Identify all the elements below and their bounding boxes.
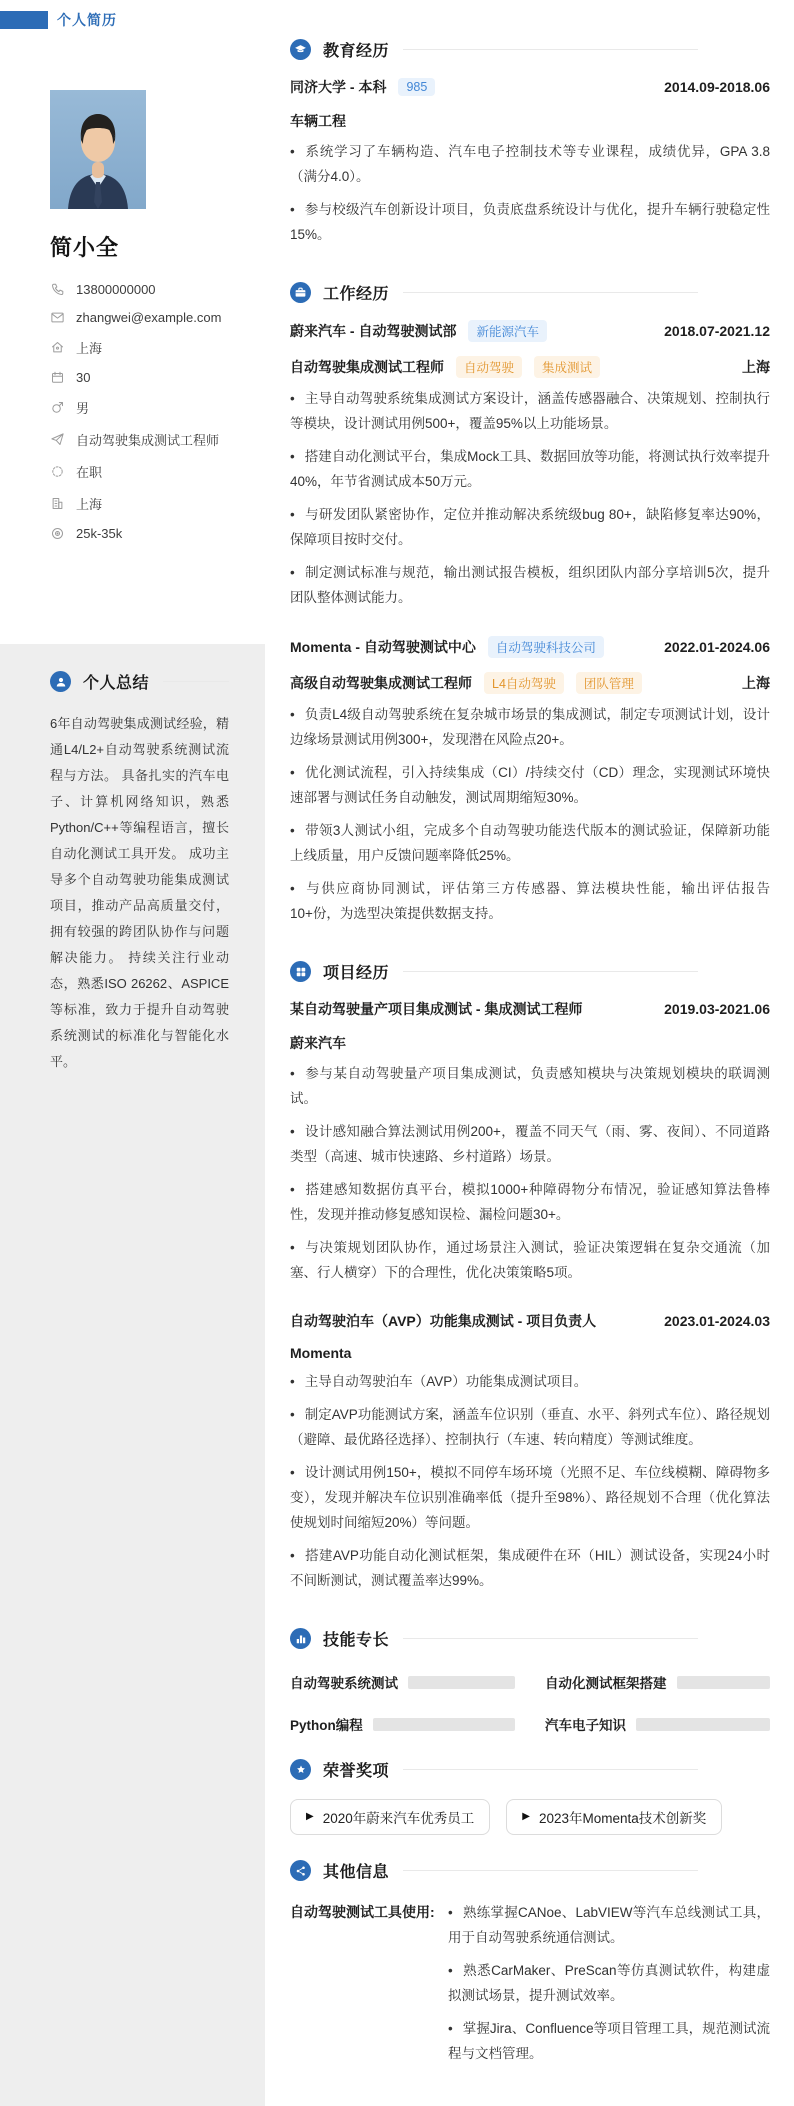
contact-position (50, 430, 231, 449)
other-divider (403, 1870, 698, 1871)
skills-grid (290, 1672, 770, 1734)
school-tag-985: 985 (398, 78, 435, 96)
contact-email-value: zhangwei@example.com (76, 310, 222, 325)
other-info-row (290, 1900, 770, 2066)
home-icon (50, 340, 65, 355)
bullet-dot: • (448, 1963, 453, 1978)
bullet-text: 与研发团队紧密协作，定位并推动解决系统级bug 80+，缺陷修复率达90%，保障项目按时交付。 (290, 507, 770, 547)
role-name: 高级自动驾驶集成测试工程师 (290, 675, 472, 691)
bullet-dot: • (290, 1465, 295, 1480)
bullet-item (448, 2016, 770, 2066)
city-building-icon (50, 496, 65, 511)
skill-label: 自动化测试框架搭建 (545, 1676, 667, 1691)
work-bullets (290, 702, 770, 926)
contact-list (50, 282, 231, 541)
project-entry-row2 (290, 1345, 770, 1361)
bullet-dot: • (290, 707, 295, 722)
work-entry-row1 (290, 320, 770, 342)
project-name: 自动驾驶泊车（AVP）功能集成测试 - 项目负责人 (290, 1313, 597, 1329)
contact-status-value: 在职 (76, 465, 103, 480)
bullet-text: 与决策规划团队协作，通过场景注入测试，验证决策逻辑在复杂交通流（加塞、行人横穿）下的合理性，优化决策策略5项。 (290, 1240, 770, 1280)
bullet-item (290, 876, 770, 926)
bullet-dot: • (290, 449, 295, 464)
bullet-text: 熟悉CarMaker、PreScan等仿真测试软件，构建虚拟测试场景，提升测试效率。 (448, 1963, 770, 2003)
contact-email (50, 310, 231, 325)
project-bullets (290, 1369, 770, 1593)
bullet-text: 熟练掌握CANoe、LabVIEW等汽车总线测试工具，用于自动驾驶系统通信测试。 (448, 1905, 770, 1945)
left-column (0, 0, 265, 2106)
candidate-name: 简小全 (50, 235, 120, 260)
contact-city (50, 494, 231, 513)
brand-accent-bar (0, 11, 48, 29)
bullet-text: 掌握Jira、Confluence等项目管理工具，规范测试流程与文档管理。 (448, 2021, 770, 2061)
skill-item (545, 1714, 770, 1734)
work-title: 工作经历 (323, 286, 390, 303)
education-header (290, 38, 770, 61)
bullet-item (290, 1543, 770, 1593)
work-date: 2018.07-2021.12 (664, 323, 770, 339)
skills-divider (403, 1638, 698, 1639)
contact-age-value: 30 (76, 370, 91, 385)
contact-age (50, 370, 231, 385)
education-date: 2014.09-2018.06 (664, 79, 770, 95)
section-projects (290, 960, 770, 1593)
project-date: 2019.03-2021.06 (664, 1001, 770, 1017)
project-bullets (290, 1061, 770, 1285)
project-name: 某自动驾驶量产项目集成测试 - 集成测试工程师 (290, 1001, 583, 1017)
other-info-label: 自动驾驶测试工具使用: (290, 1904, 435, 1920)
status-circle-icon (50, 464, 65, 479)
skill-label: 自动驾驶系统测试 (290, 1676, 398, 1691)
bullet-text: 搭建AVP功能自动化测试框架，集成硬件在环（HIL）测试设备，实现24小时不间断测试，测试覆盖率达99%。 (290, 1548, 770, 1588)
page-title: 个人简历 (57, 12, 117, 28)
bullet-dot: • (290, 391, 295, 406)
contact-city-value: 上海 (76, 497, 103, 512)
education-divider (403, 49, 698, 50)
bullet-text: 设计感知融合算法测试用例200+，覆盖不同天气（雨、雾、夜间）、不同道路类型（高速、城市快速路、乡村道路）场景。 (290, 1124, 770, 1164)
project-entry-avp (290, 1311, 770, 1593)
other-title: 其他信息 (323, 1864, 390, 1881)
work-entry-row2 (290, 672, 770, 694)
skills-header (290, 1627, 770, 1650)
honor-label: 2020年蔚来汽车优秀员工 (322, 1811, 475, 1826)
bullet-dot: • (290, 1066, 295, 1081)
skill-bar (677, 1676, 771, 1689)
contact-position-value: 自动驾驶集成测试工程师 (76, 433, 220, 448)
work-entry-row2 (290, 356, 770, 378)
education-title: 教育经历 (323, 43, 390, 60)
briefcase-icon (290, 282, 311, 303)
play-icon: ▶ (306, 1811, 314, 1822)
skill-bar (408, 1676, 515, 1689)
project-entry-massproduction (290, 999, 770, 1285)
section-honors (290, 1758, 770, 1835)
grid-icon (290, 961, 311, 982)
bullet-dot: • (290, 1548, 295, 1563)
bar-chart-icon (290, 1628, 311, 1649)
phone-icon (50, 282, 65, 297)
bullet-item (290, 502, 770, 552)
bullet-dot: • (290, 1374, 295, 1389)
email-icon (50, 310, 65, 325)
bullet-text: 搭建感知数据仿真平台，模拟1000+种障碍物分布情况，验证感知算法鲁棒性，发现并推动修复感知误检、漏检问题30+。 (290, 1182, 770, 1222)
bullet-text: 参与某自动驾驶量产项目集成测试，负责感知模块与决策规划模块的联调测试。 (290, 1066, 770, 1106)
bullet-item (290, 444, 770, 494)
section-work (290, 281, 770, 926)
contact-phone-value: 13800000000 (76, 282, 156, 297)
bullet-item (290, 1177, 770, 1227)
skill-bar (373, 1718, 515, 1731)
bullet-text: 与供应商协同测试，评估第三方传感器、算法模块性能，输出评估报告10+份，为选型决策提供数据支持。 (290, 881, 770, 921)
contact-home (50, 338, 231, 357)
major-name: 车辆工程 (290, 113, 346, 129)
bullet-dot: • (290, 202, 295, 217)
bullet-item (290, 1119, 770, 1169)
page-brand (0, 10, 265, 30)
bullet-item (290, 1460, 770, 1535)
honors-divider (403, 1769, 698, 1770)
bullet-text: 优化测试流程，引入持续集成（CI）/持续交付（CD）理念，实现测试环境快速部署与测试任务自动触发，测试周期缩短30%。 (290, 765, 770, 805)
work-entry-nio (290, 320, 770, 610)
project-entry-row2 (290, 1033, 770, 1053)
bullet-dot: • (290, 881, 295, 896)
honor-chips (290, 1799, 770, 1835)
contact-phone (50, 282, 231, 297)
summary-title: 个人总结 (83, 675, 150, 692)
bullet-item (290, 1369, 770, 1394)
bullet-item (290, 139, 770, 189)
person-icon (50, 671, 71, 692)
bullet-dot: • (290, 823, 295, 838)
projects-divider (403, 971, 698, 972)
bullet-item (290, 1235, 770, 1285)
bullet-item (290, 760, 770, 810)
role-tag: L4自动驾驶 (484, 672, 564, 694)
company-tag: 新能源汽车 (468, 320, 547, 342)
bullet-dot: • (448, 1905, 453, 1920)
project-org: 蔚来汽车 (290, 1035, 346, 1051)
work-location: 上海 (742, 359, 770, 375)
honor-chip[interactable] (290, 1799, 490, 1835)
gender-icon (50, 400, 65, 415)
summary-divider (163, 681, 229, 682)
bullet-dot: • (448, 2021, 453, 2036)
bullet-item (290, 197, 770, 247)
bullet-text: 系统学习了车辆构造、汽车电子控制技术等专业课程，成绩优异，GPA 3.8（满分4.0）。 (290, 144, 770, 184)
bullet-item (290, 702, 770, 752)
bullet-text: 主导自动驾驶泊车（AVP）功能集成测试项目。 (304, 1374, 588, 1389)
other-bullets (448, 1900, 770, 2066)
company-name: Momenta - 自动驾驶测试中心 (290, 639, 476, 655)
honor-label: 2023年Momenta技术创新奖 (538, 1811, 707, 1826)
skills-title: 技能专长 (323, 1632, 390, 1649)
skill-bar (636, 1718, 770, 1731)
skill-label: 汽车电子知识 (545, 1718, 626, 1733)
company-name: 蔚来汽车 - 自动驾驶测试部 (290, 323, 457, 339)
section-other (290, 1859, 770, 2066)
education-entry-row2 (290, 111, 770, 131)
profile-photo (50, 90, 146, 209)
work-entry-momenta (290, 636, 770, 926)
summary-text: 6年自动驾驶集成测试经验，精通L4/L2+自动驾驶系统测试流程与方法。 具备扎实的汽车电子、计算机网络知识，熟悉Python/C++等编程语言，擅长自动化测试工具开发。 成功主导多个自动驾驶功能集成测试项目，推动产品高质量交付，拥有较强的跨团队协作与问题解决能力。 持续关注行业动态，熟悉ISO 26262、ASPICE等标准，致力于提升自动驾驶系统测试的标准化与智能化水平。 (50, 716, 229, 1069)
bullet-item (448, 1900, 770, 1950)
bullet-text: 参与校级汽车创新设计项目，负责底盘系统设计与优化，提升车辆行驶稳定性15%。 (290, 202, 770, 242)
bullet-text: 带领3人测试小组，完成多个自动驾驶功能迭代版本的测试验证，保障新功能上线质量，用户反馈问题率降低25%。 (290, 823, 770, 863)
bullet-item (290, 386, 770, 436)
age-calendar-icon (50, 370, 65, 385)
project-org: Momenta (290, 1345, 352, 1361)
projects-title: 项目经历 (323, 965, 390, 982)
contact-gender (50, 398, 231, 417)
honor-chip[interactable] (506, 1799, 722, 1835)
bullet-item (290, 1402, 770, 1452)
work-date: 2022.01-2024.06 (664, 639, 770, 655)
education-entry-row1 (290, 77, 770, 97)
bullet-item (448, 1958, 770, 2008)
company-tag: 自动驾驶科技公司 (488, 636, 604, 658)
education-entry (290, 77, 770, 247)
bullet-item (290, 818, 770, 868)
work-bullets (290, 386, 770, 610)
role-name: 自动驾驶集成测试工程师 (290, 359, 444, 375)
project-date: 2023.01-2024.03 (664, 1313, 770, 1329)
role-tag: 自动驾驶 (456, 356, 522, 378)
bullet-dot: • (290, 1124, 295, 1139)
honors-title: 荣誉奖项 (323, 1763, 390, 1780)
bullet-text: 负责L4级自动驾驶系统在复杂城市场景的集成测试，制定专项测试计划，设计边缘场景测试用例300+，发现潜在风险点20+。 (290, 707, 770, 747)
bullet-text: 主导自动驾驶系统集成测试方案设计，涵盖传感器融合、决策规划、控制执行等模块，设计测试用例500+，覆盖95%以上功能场景。 (290, 391, 770, 431)
other-header (290, 1859, 770, 1882)
profile-photo-placeholder (50, 90, 146, 209)
bullet-dot: • (290, 765, 295, 780)
bullet-dot: • (290, 144, 295, 159)
bullet-dot: • (290, 507, 295, 522)
work-divider (403, 292, 698, 293)
skill-label: Python编程 (290, 1718, 363, 1733)
role-tag: 集成测试 (534, 356, 600, 378)
profile-block (0, 30, 265, 554)
play-icon: ▶ (522, 1811, 530, 1822)
share-nodes-icon (290, 1860, 311, 1881)
graduation-cap-icon (290, 39, 311, 60)
bullet-dot: • (290, 1182, 295, 1197)
bullet-item (290, 1061, 770, 1111)
project-entry-row1 (290, 999, 770, 1019)
right-column (265, 0, 794, 2106)
section-skills (290, 1627, 770, 1734)
work-entry-row1 (290, 636, 770, 658)
role-tag: 团队管理 (576, 672, 642, 694)
school-name: 同济大学 - 本科 (290, 79, 387, 95)
bullet-dot: • (290, 1240, 295, 1255)
bullet-dot: • (290, 1407, 295, 1422)
work-location: 上海 (742, 675, 770, 691)
education-bullets (290, 139, 770, 247)
bullet-text: 设计测试用例150+，模拟不同停车场环境（光照不足、车位线模糊、障碍物多变），发现并解决车位识别准确率低（提升至98%）、路径规划不合理（优化算法使规划时间缩短20%）等问题。 (290, 1465, 770, 1530)
bullet-item (290, 560, 770, 610)
section-education (290, 38, 770, 247)
skill-item (290, 1672, 515, 1692)
contact-salary (50, 526, 231, 541)
skill-item (290, 1714, 515, 1734)
bullet-dot: • (290, 565, 295, 580)
contact-home-value: 上海 (76, 341, 103, 356)
award-icon (290, 1759, 311, 1780)
bullet-text: 搭建自动化测试平台，集成Mock工具、数据回放等功能，将测试执行效率提升40%，年节省测试成本50万元。 (290, 449, 770, 489)
project-entry-row1 (290, 1311, 770, 1331)
contact-salary-value: 25k-35k (76, 526, 123, 541)
summary-header (50, 670, 229, 693)
skill-item (545, 1672, 770, 1692)
contact-status (50, 462, 231, 481)
contact-gender-value: 男 (76, 401, 90, 416)
position-paper-plane-icon (50, 432, 65, 447)
bullet-text: 制定测试标准与规范，输出测试报告模板，组织团队内部分享培训5次，提升团队整体测试能力。 (290, 565, 770, 605)
honors-header (290, 1758, 770, 1781)
summary-panel (0, 644, 265, 2106)
projects-header (290, 960, 770, 983)
salary-target-icon (50, 526, 65, 541)
work-header (290, 281, 770, 304)
bullet-text: 制定AVP功能测试方案，涵盖车位识别（垂直、水平、斜列式车位）、路径规划（避障、最优路径选择）、控制执行（车速、转向精度）等测试维度。 (290, 1407, 770, 1447)
